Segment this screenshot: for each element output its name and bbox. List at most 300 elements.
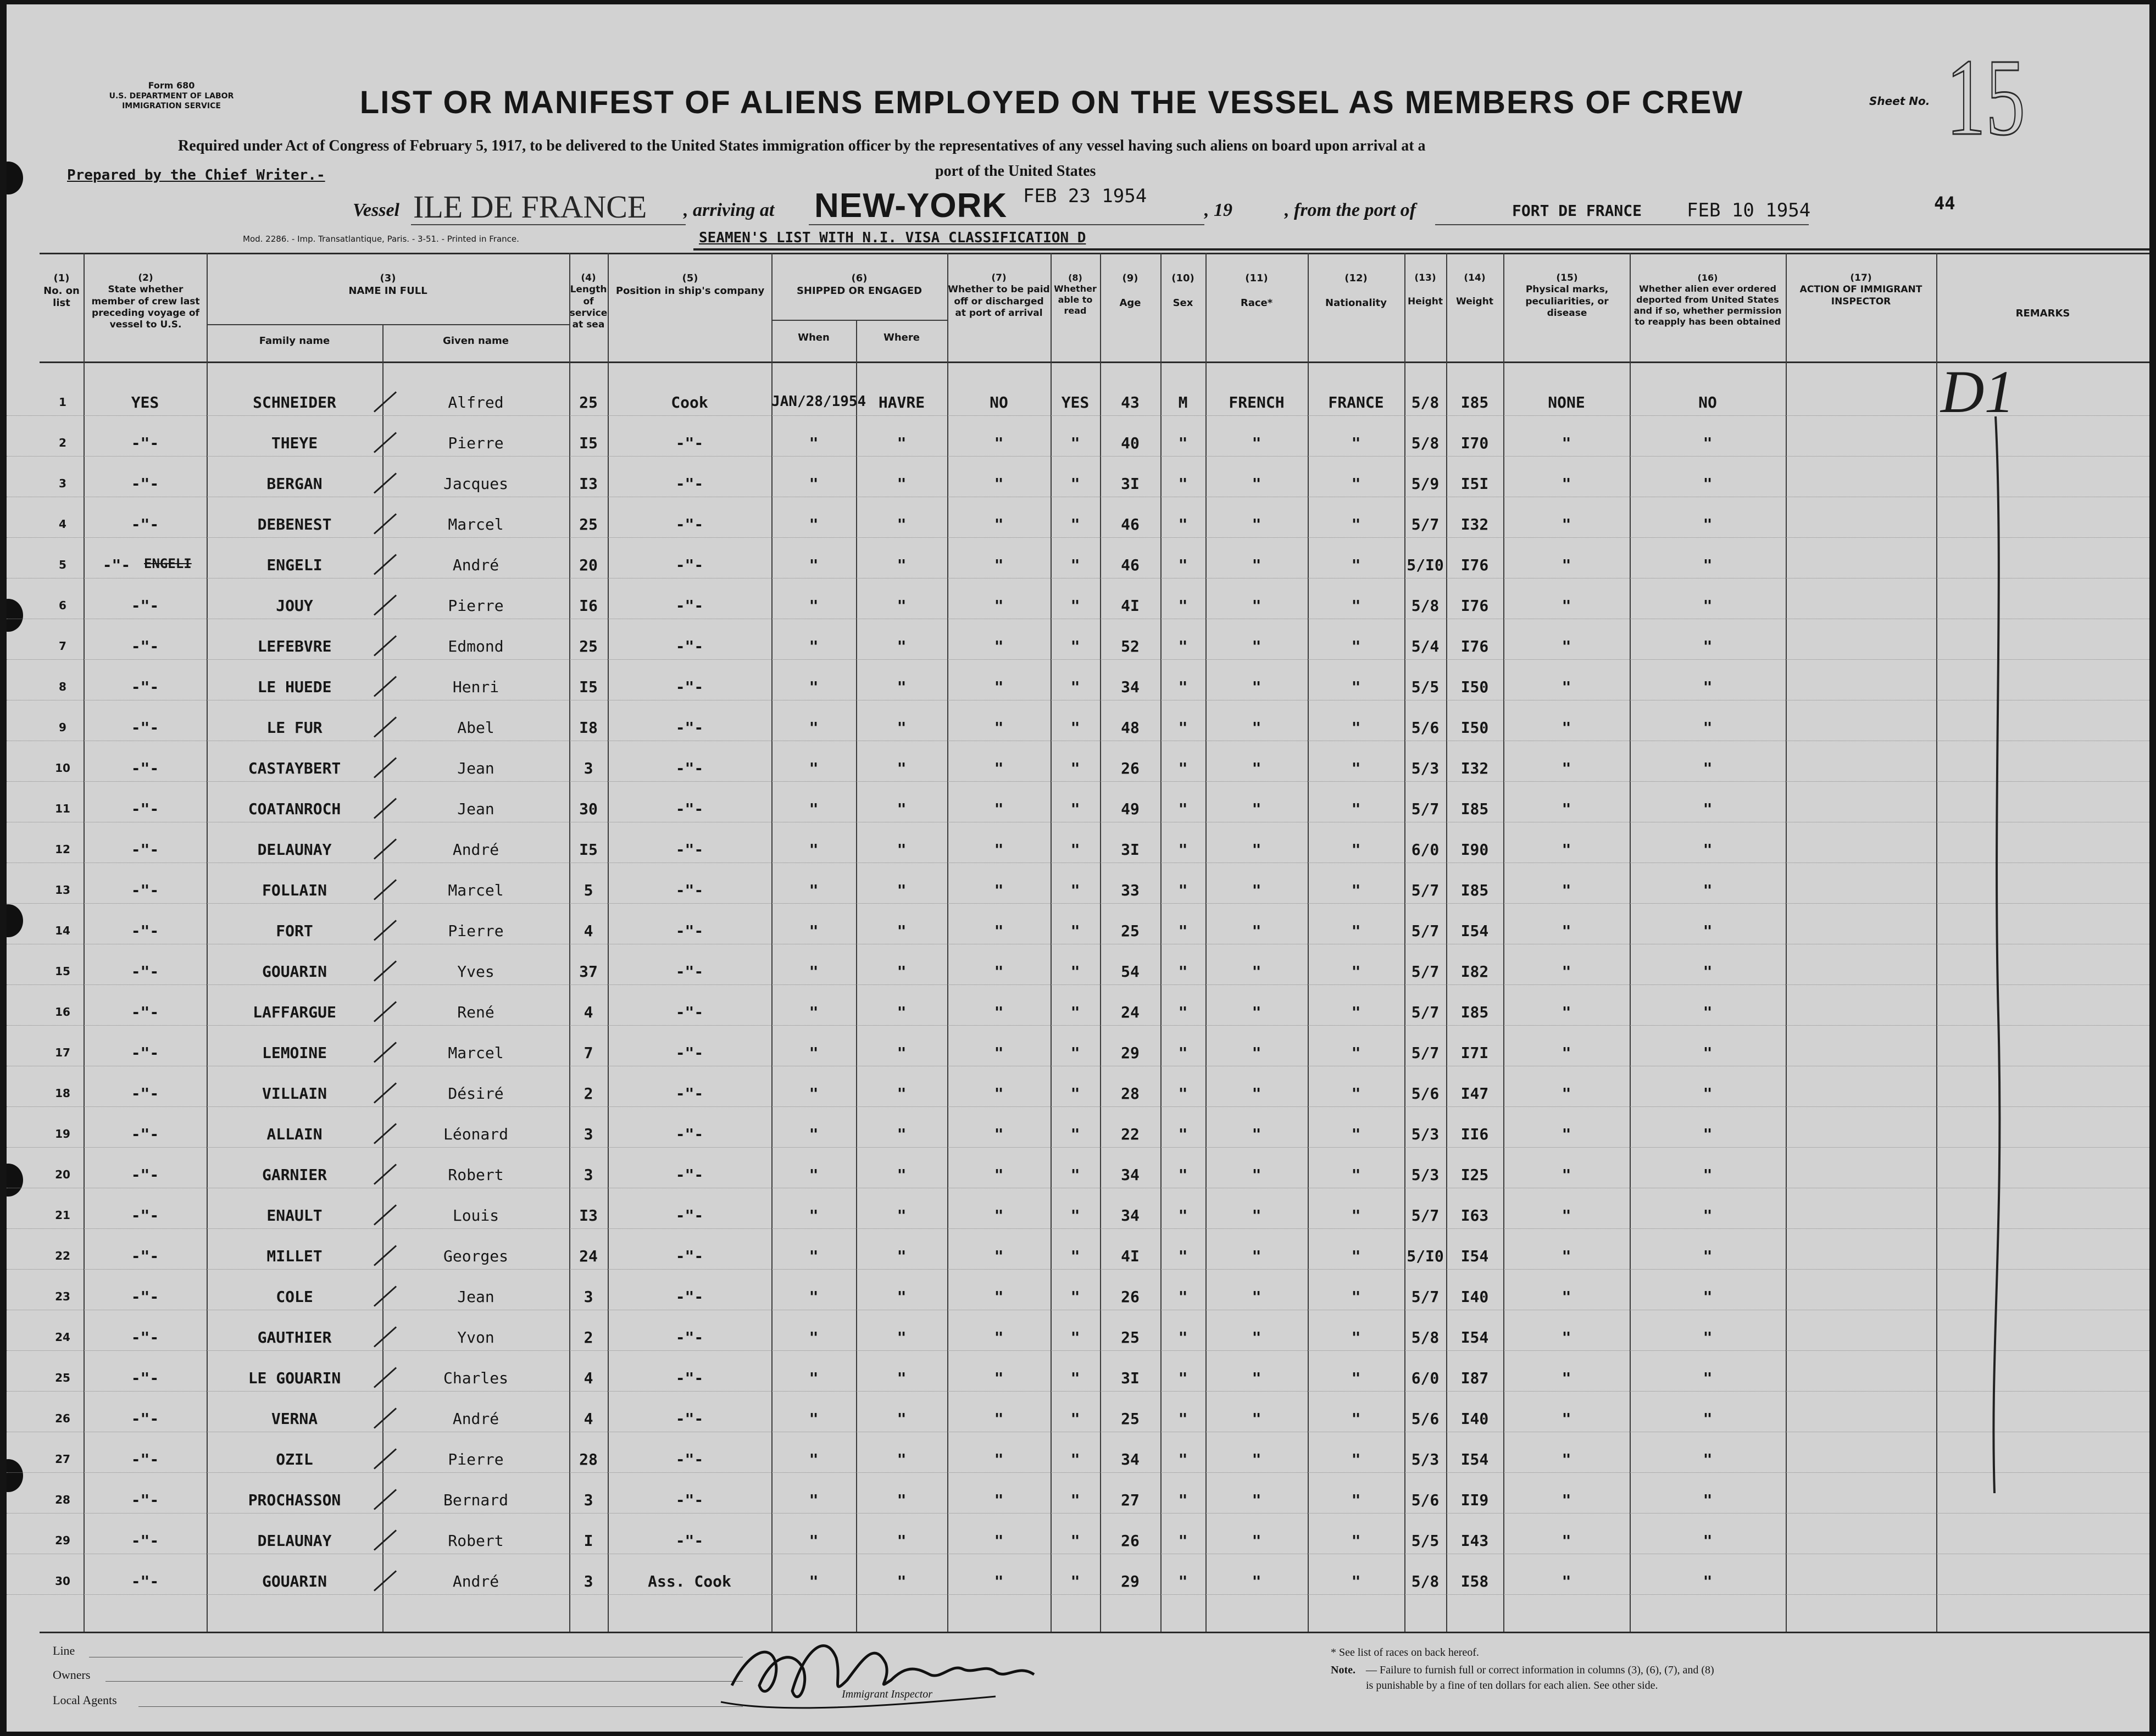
able-to-read: " (1070, 434, 1080, 452)
physical-marks: " (1562, 637, 1571, 655)
race: " (1252, 1125, 1262, 1143)
departure-date-stamp: FEB 10 1954 (1687, 199, 1811, 221)
race: " (1252, 1328, 1262, 1346)
family-name: VILLAIN (262, 1084, 327, 1103)
service-years: 3 (584, 1125, 593, 1143)
age: 25 (1121, 1410, 1140, 1428)
height: 5/8 (1411, 393, 1440, 411)
from-port: FORT DE FRANCE (1512, 202, 1642, 220)
weight: I32 (1460, 515, 1489, 533)
physical-marks: " (1562, 962, 1571, 981)
service-years: I6 (579, 597, 598, 615)
row-number: 30 (55, 1574, 70, 1588)
crew-status: -"- (131, 1369, 159, 1387)
given-name: Jean (457, 1288, 494, 1306)
col5-header: (5) Position in ship's company (615, 272, 765, 297)
given-name: Alfred (448, 393, 504, 411)
position: -"- (675, 475, 704, 493)
position: -"- (675, 597, 704, 615)
row-rule (7, 537, 2149, 538)
able-to-read: " (1070, 1572, 1080, 1590)
given-name: Jacques (443, 475, 508, 493)
col10-header: (10) Sex (1171, 272, 1194, 309)
deported: " (1703, 637, 1713, 655)
row-rule (7, 1391, 2149, 1392)
nationality: " (1351, 1328, 1361, 1346)
race: " (1252, 434, 1262, 452)
weight: I87 (1460, 1369, 1489, 1387)
crew-status: -"- (131, 1044, 159, 1062)
race: " (1252, 1369, 1262, 1387)
shipped-where: " (897, 881, 907, 899)
shipped-when: " (809, 637, 819, 655)
col3-header: (3) NAME IN FULL (348, 272, 427, 297)
table-bottom-rule (40, 1632, 2149, 1633)
crew-status: -"- (131, 1247, 159, 1265)
family-name: LE FUR (266, 719, 323, 737)
crew-status: -"- (131, 841, 159, 859)
remarks-bracket-line (1974, 411, 2018, 1499)
deported: " (1703, 1410, 1713, 1428)
service-years: 5 (584, 881, 593, 899)
arrival-date-stamp: FEB 23 1954 (1023, 185, 1147, 207)
local-agents-label: Local Agents (53, 1693, 117, 1707)
row-number: 20 (55, 1168, 70, 1181)
row-number: 11 (55, 802, 70, 815)
row-rule (7, 1350, 2149, 1351)
able-to-read: " (1070, 1369, 1080, 1387)
given-name: Désiré (448, 1084, 504, 1103)
race: " (1252, 1450, 1262, 1468)
row-rule (7, 1594, 2149, 1595)
able-to-read: " (1070, 1044, 1080, 1062)
shipped-where: " (897, 597, 907, 615)
shipped-where: " (897, 1410, 907, 1428)
height: 5/I0 (1407, 556, 1444, 574)
age: 52 (1121, 637, 1140, 655)
sex: " (1178, 597, 1188, 615)
deported: " (1703, 678, 1713, 696)
able-to-read: " (1070, 597, 1080, 615)
paid-off: " (994, 1084, 1004, 1103)
nationality: " (1351, 800, 1361, 818)
position: -"- (675, 1410, 704, 1428)
age: 28 (1121, 1084, 1140, 1103)
physical-marks: " (1562, 1247, 1571, 1265)
deported: " (1703, 1166, 1713, 1184)
nationality: " (1351, 719, 1361, 737)
crew-status: -"- (131, 678, 159, 696)
able-to-read: " (1070, 1532, 1080, 1550)
shipped-when: " (809, 962, 819, 981)
given-name: Pierre (448, 1450, 504, 1468)
position: -"- (675, 881, 704, 899)
crew-status: -"- (131, 962, 159, 981)
family-name: FORT (276, 922, 313, 940)
service-years: 4 (584, 922, 593, 940)
weight: I58 (1460, 1572, 1489, 1590)
weight: I25 (1460, 1166, 1489, 1184)
sex: " (1178, 719, 1188, 737)
sex: " (1178, 556, 1188, 574)
deported: " (1703, 1328, 1713, 1346)
vessel-underline (411, 224, 686, 225)
given-name: André (452, 1572, 499, 1590)
paid-off: NO (990, 393, 1008, 411)
row-rule (7, 781, 2149, 782)
height: 5/7 (1411, 515, 1440, 533)
paid-off: " (994, 1532, 1004, 1550)
given-name: Yvon (457, 1328, 494, 1346)
shipped-where: " (897, 556, 907, 574)
weight: I50 (1460, 719, 1489, 737)
sex: " (1178, 678, 1188, 696)
given-name: André (452, 841, 499, 859)
col14-header: (14) Weight (1456, 272, 1493, 307)
weight: I76 (1460, 556, 1489, 574)
physical-marks: " (1562, 1532, 1571, 1550)
height: 5/7 (1411, 1003, 1440, 1021)
line-label: Line (53, 1644, 75, 1657)
sex: " (1178, 1084, 1188, 1103)
note-label: Note. (1331, 1664, 1355, 1676)
crew-status: -"- (131, 597, 159, 615)
shipped-where: " (897, 922, 907, 940)
age: 33 (1121, 881, 1140, 899)
nationality: " (1351, 1369, 1361, 1387)
row-number: 18 (55, 1087, 70, 1100)
arriving-label: , arriving at (684, 200, 775, 220)
shipped-where: " (897, 1003, 907, 1021)
paid-off: " (994, 922, 1004, 940)
deported: " (1703, 719, 1713, 737)
service-years: 4 (584, 1003, 593, 1021)
service-years: I5 (579, 434, 598, 452)
shipped-when: " (809, 1247, 819, 1265)
shipped-where: " (897, 1288, 907, 1306)
row-number: 7 (59, 639, 66, 653)
physical-marks: " (1562, 881, 1571, 899)
paid-off: " (994, 1328, 1004, 1346)
shipped-where: " (897, 515, 907, 533)
row-number: 19 (55, 1127, 70, 1140)
given-name: Pierre (448, 922, 504, 940)
sex: " (1178, 1328, 1188, 1346)
row-number: 21 (55, 1209, 70, 1222)
row-number: 2 (59, 436, 66, 449)
weight: I85 (1460, 393, 1489, 411)
position: -"- (675, 1369, 704, 1387)
remarks-entry: D1 (1941, 358, 2015, 425)
sex: " (1178, 1572, 1188, 1590)
vessel-label: Vessel (353, 200, 399, 220)
row-number: 24 (55, 1331, 70, 1344)
shipped-when: " (809, 1044, 819, 1062)
age: 4I (1121, 1247, 1140, 1265)
paid-off: " (994, 678, 1004, 696)
department: U.S. DEPARTMENT OF LABOR (109, 92, 234, 101)
paid-off: " (994, 1369, 1004, 1387)
service-years: 24 (579, 1247, 598, 1265)
given-name: Henri (452, 678, 499, 696)
height: 5/3 (1411, 1166, 1440, 1184)
height: 5/8 (1411, 597, 1440, 615)
nationality: " (1351, 962, 1361, 981)
shipped-where: " (897, 1206, 907, 1225)
row-number: 13 (55, 883, 70, 897)
given-name-header: Given name (443, 335, 509, 347)
age: 48 (1121, 719, 1140, 737)
physical-marks: " (1562, 1044, 1571, 1062)
from-port-label: , from the port of (1285, 200, 1416, 220)
paid-off: " (994, 1166, 1004, 1184)
nationality: " (1351, 556, 1361, 574)
vessel-name: ILE DE FRANCE (413, 189, 647, 225)
table-header-bottom-rule (40, 361, 2149, 363)
position: -"- (675, 1125, 704, 1143)
height: 5/9 (1411, 475, 1440, 493)
row-rule (7, 903, 2149, 904)
age: 25 (1121, 922, 1140, 940)
shipped-when: " (809, 1410, 819, 1428)
shipped-when: " (809, 1328, 819, 1346)
family-name: LE HUEDE (257, 678, 332, 696)
sex: " (1178, 1044, 1188, 1062)
height: 5/6 (1411, 1084, 1440, 1103)
crew-status: -"- (131, 1166, 159, 1184)
fine-note-line1: — Failure to furnish full or correct information in columns (3), (6), (7), and (8) (1366, 1664, 1714, 1676)
paid-off: " (994, 1288, 1004, 1306)
deported: " (1703, 922, 1713, 940)
shipped-where: " (897, 719, 907, 737)
sheet-number: 15 (1946, 37, 2025, 158)
header-rule (693, 248, 2149, 251)
race: " (1252, 1084, 1262, 1103)
position: -"- (675, 800, 704, 818)
sex: " (1178, 841, 1188, 859)
weight: I54 (1460, 922, 1489, 940)
shipped-when: " (809, 1206, 819, 1225)
nationality: " (1351, 1491, 1361, 1509)
height: 5/7 (1411, 1206, 1440, 1225)
nationality: FRANCE (1328, 393, 1384, 411)
shipped-when: " (809, 475, 819, 493)
shipped-when: " (809, 719, 819, 737)
arriving-port: NEW-YORK (814, 187, 1008, 225)
weight: I63 (1460, 1206, 1489, 1225)
age: 26 (1121, 1532, 1140, 1550)
nationality: " (1351, 881, 1361, 899)
family-name: MILLET (266, 1247, 323, 1265)
race: " (1252, 1532, 1262, 1550)
given-name: Jean (457, 800, 494, 818)
age: 3I (1121, 475, 1140, 493)
sex: " (1178, 881, 1188, 899)
race: " (1252, 759, 1262, 777)
row-rule (7, 1147, 2149, 1148)
age: 29 (1121, 1572, 1140, 1590)
physical-marks: " (1562, 1450, 1571, 1468)
given-name: Léonard (443, 1125, 508, 1143)
deported: " (1703, 475, 1713, 493)
deported: " (1703, 1572, 1713, 1590)
age: 29 (1121, 1044, 1140, 1062)
service-years: 37 (579, 962, 598, 981)
sex: " (1178, 962, 1188, 981)
position: -"- (675, 637, 704, 655)
col7-header: (7) Whether to be paid off or discharged at port of arrival (948, 272, 1050, 319)
row-number: 22 (55, 1249, 70, 1262)
row-rule (7, 659, 2149, 660)
physical-marks: " (1562, 841, 1571, 859)
family-name: JOUY (276, 597, 313, 615)
height: 5/7 (1411, 922, 1440, 940)
age: 46 (1121, 515, 1140, 533)
weight: I47 (1460, 1084, 1489, 1103)
able-to-read: " (1070, 637, 1080, 655)
position: -"- (675, 1288, 704, 1306)
service-years: I (584, 1532, 593, 1550)
race: " (1252, 1247, 1262, 1265)
deported: " (1703, 1532, 1713, 1550)
able-to-read: YES (1061, 393, 1090, 411)
shipped-where: " (897, 475, 907, 493)
col6-header: (6) SHIPPED OR ENGAGED (796, 272, 923, 297)
sex: " (1178, 434, 1188, 452)
service-years: 3 (584, 1491, 593, 1509)
deported: " (1703, 1491, 1713, 1509)
given-name: Bernard (443, 1491, 508, 1509)
family-name: CASTAYBERT (248, 759, 341, 777)
col4-header: (4) Length of service at sea (569, 272, 608, 330)
able-to-read: " (1070, 841, 1080, 859)
year-label: , 19 (1204, 200, 1232, 220)
deported: " (1703, 1288, 1713, 1306)
physical-marks: " (1562, 1084, 1571, 1103)
paid-off: " (994, 434, 1004, 452)
race: " (1252, 962, 1262, 981)
shipped-where: " (897, 1532, 907, 1550)
shipped-when: " (809, 841, 819, 859)
service-years: 4 (584, 1369, 593, 1387)
shipped-where: " (897, 962, 907, 981)
age: 26 (1121, 759, 1140, 777)
weight: I70 (1460, 434, 1489, 452)
weight: I82 (1460, 962, 1489, 981)
given-name: Louis (452, 1206, 499, 1225)
form-title: LIST OR MANIFEST OF ALIENS EMPLOYED ON THE VESSEL AS MEMBERS OF CREW (359, 85, 1744, 120)
height: 5/8 (1411, 1572, 1440, 1590)
row-rule (7, 984, 2149, 985)
age: 34 (1121, 1450, 1140, 1468)
service-years: 25 (579, 515, 598, 533)
weight: II9 (1460, 1491, 1489, 1509)
row-number: 9 (59, 721, 66, 734)
able-to-read: " (1070, 678, 1080, 696)
paid-off: " (994, 1247, 1004, 1265)
crew-status: -"- (131, 1328, 159, 1346)
sex: " (1178, 1450, 1188, 1468)
deported: " (1703, 1044, 1713, 1062)
col2-header: (2) State whether member of crew last preceding voyage of vessel to U.S. (91, 272, 200, 330)
race: " (1252, 1003, 1262, 1021)
family-name: ALLAIN (266, 1125, 323, 1143)
shipped-where: " (897, 1572, 907, 1590)
able-to-read: " (1070, 1206, 1080, 1225)
shipped-where: " (897, 1084, 907, 1103)
shipped-when: " (809, 678, 819, 696)
able-to-read: " (1070, 719, 1080, 737)
family-name: GAUTHIER (257, 1328, 332, 1346)
name-subheader-rule (207, 324, 569, 325)
weight: I5I (1460, 475, 1489, 493)
given-name: André (452, 1410, 499, 1428)
crew-status: -"- (131, 637, 159, 655)
given-name: Robert (448, 1166, 504, 1184)
races-note: * See list of races on back hereof. (1331, 1646, 1479, 1659)
given-name: Marcel (448, 1044, 504, 1062)
race: " (1252, 800, 1262, 818)
crew-status: -"- (131, 1491, 159, 1509)
arriving-underline (809, 224, 1204, 225)
shipped-when: " (809, 515, 819, 533)
shipped-where: " (897, 1125, 907, 1143)
shipped-when: " (809, 1572, 819, 1590)
paid-off: " (994, 515, 1004, 533)
paid-off: " (994, 1206, 1004, 1225)
height: 5/7 (1411, 962, 1440, 981)
race: " (1252, 719, 1262, 737)
shipped-where: " (897, 1450, 907, 1468)
family-name: DEBENEST (257, 515, 332, 533)
inspector-signature (710, 1620, 1083, 1718)
shipped-where: " (897, 841, 907, 859)
row-number: 3 (59, 477, 66, 490)
nationality: " (1351, 597, 1361, 615)
row-number: 29 (55, 1534, 70, 1547)
paid-off: " (994, 1410, 1004, 1428)
height: 5/3 (1411, 1125, 1440, 1143)
service-years: I3 (579, 1206, 598, 1225)
where-header: Where (883, 332, 920, 343)
age: 4I (1121, 597, 1140, 615)
family-name: GOUARIN (262, 962, 327, 981)
family-name: COATANROCH (248, 800, 341, 818)
physical-marks: " (1562, 1491, 1571, 1509)
sex: " (1178, 1003, 1188, 1021)
weight: I40 (1460, 1288, 1489, 1306)
race: " (1252, 637, 1262, 655)
row-number: 16 (55, 1005, 70, 1019)
sex: " (1178, 1410, 1188, 1428)
crew-status: -"- (131, 1003, 159, 1021)
shipped-where: " (897, 1044, 907, 1062)
height: 6/0 (1411, 1369, 1440, 1387)
nationality: " (1351, 1410, 1361, 1428)
race: " (1252, 1410, 1262, 1428)
crew-status: -"- (131, 759, 159, 777)
crew-status: -"- (131, 881, 159, 899)
binder-hole (7, 1164, 23, 1197)
service-years: 3 (584, 1166, 593, 1184)
weight: II6 (1460, 1125, 1489, 1143)
deported: " (1703, 434, 1713, 452)
row-number: 8 (59, 680, 66, 693)
position: -"- (675, 556, 704, 574)
sheet-label: Sheet No. (1869, 94, 1930, 108)
sex: " (1178, 1288, 1188, 1306)
position: Cook (671, 393, 708, 411)
